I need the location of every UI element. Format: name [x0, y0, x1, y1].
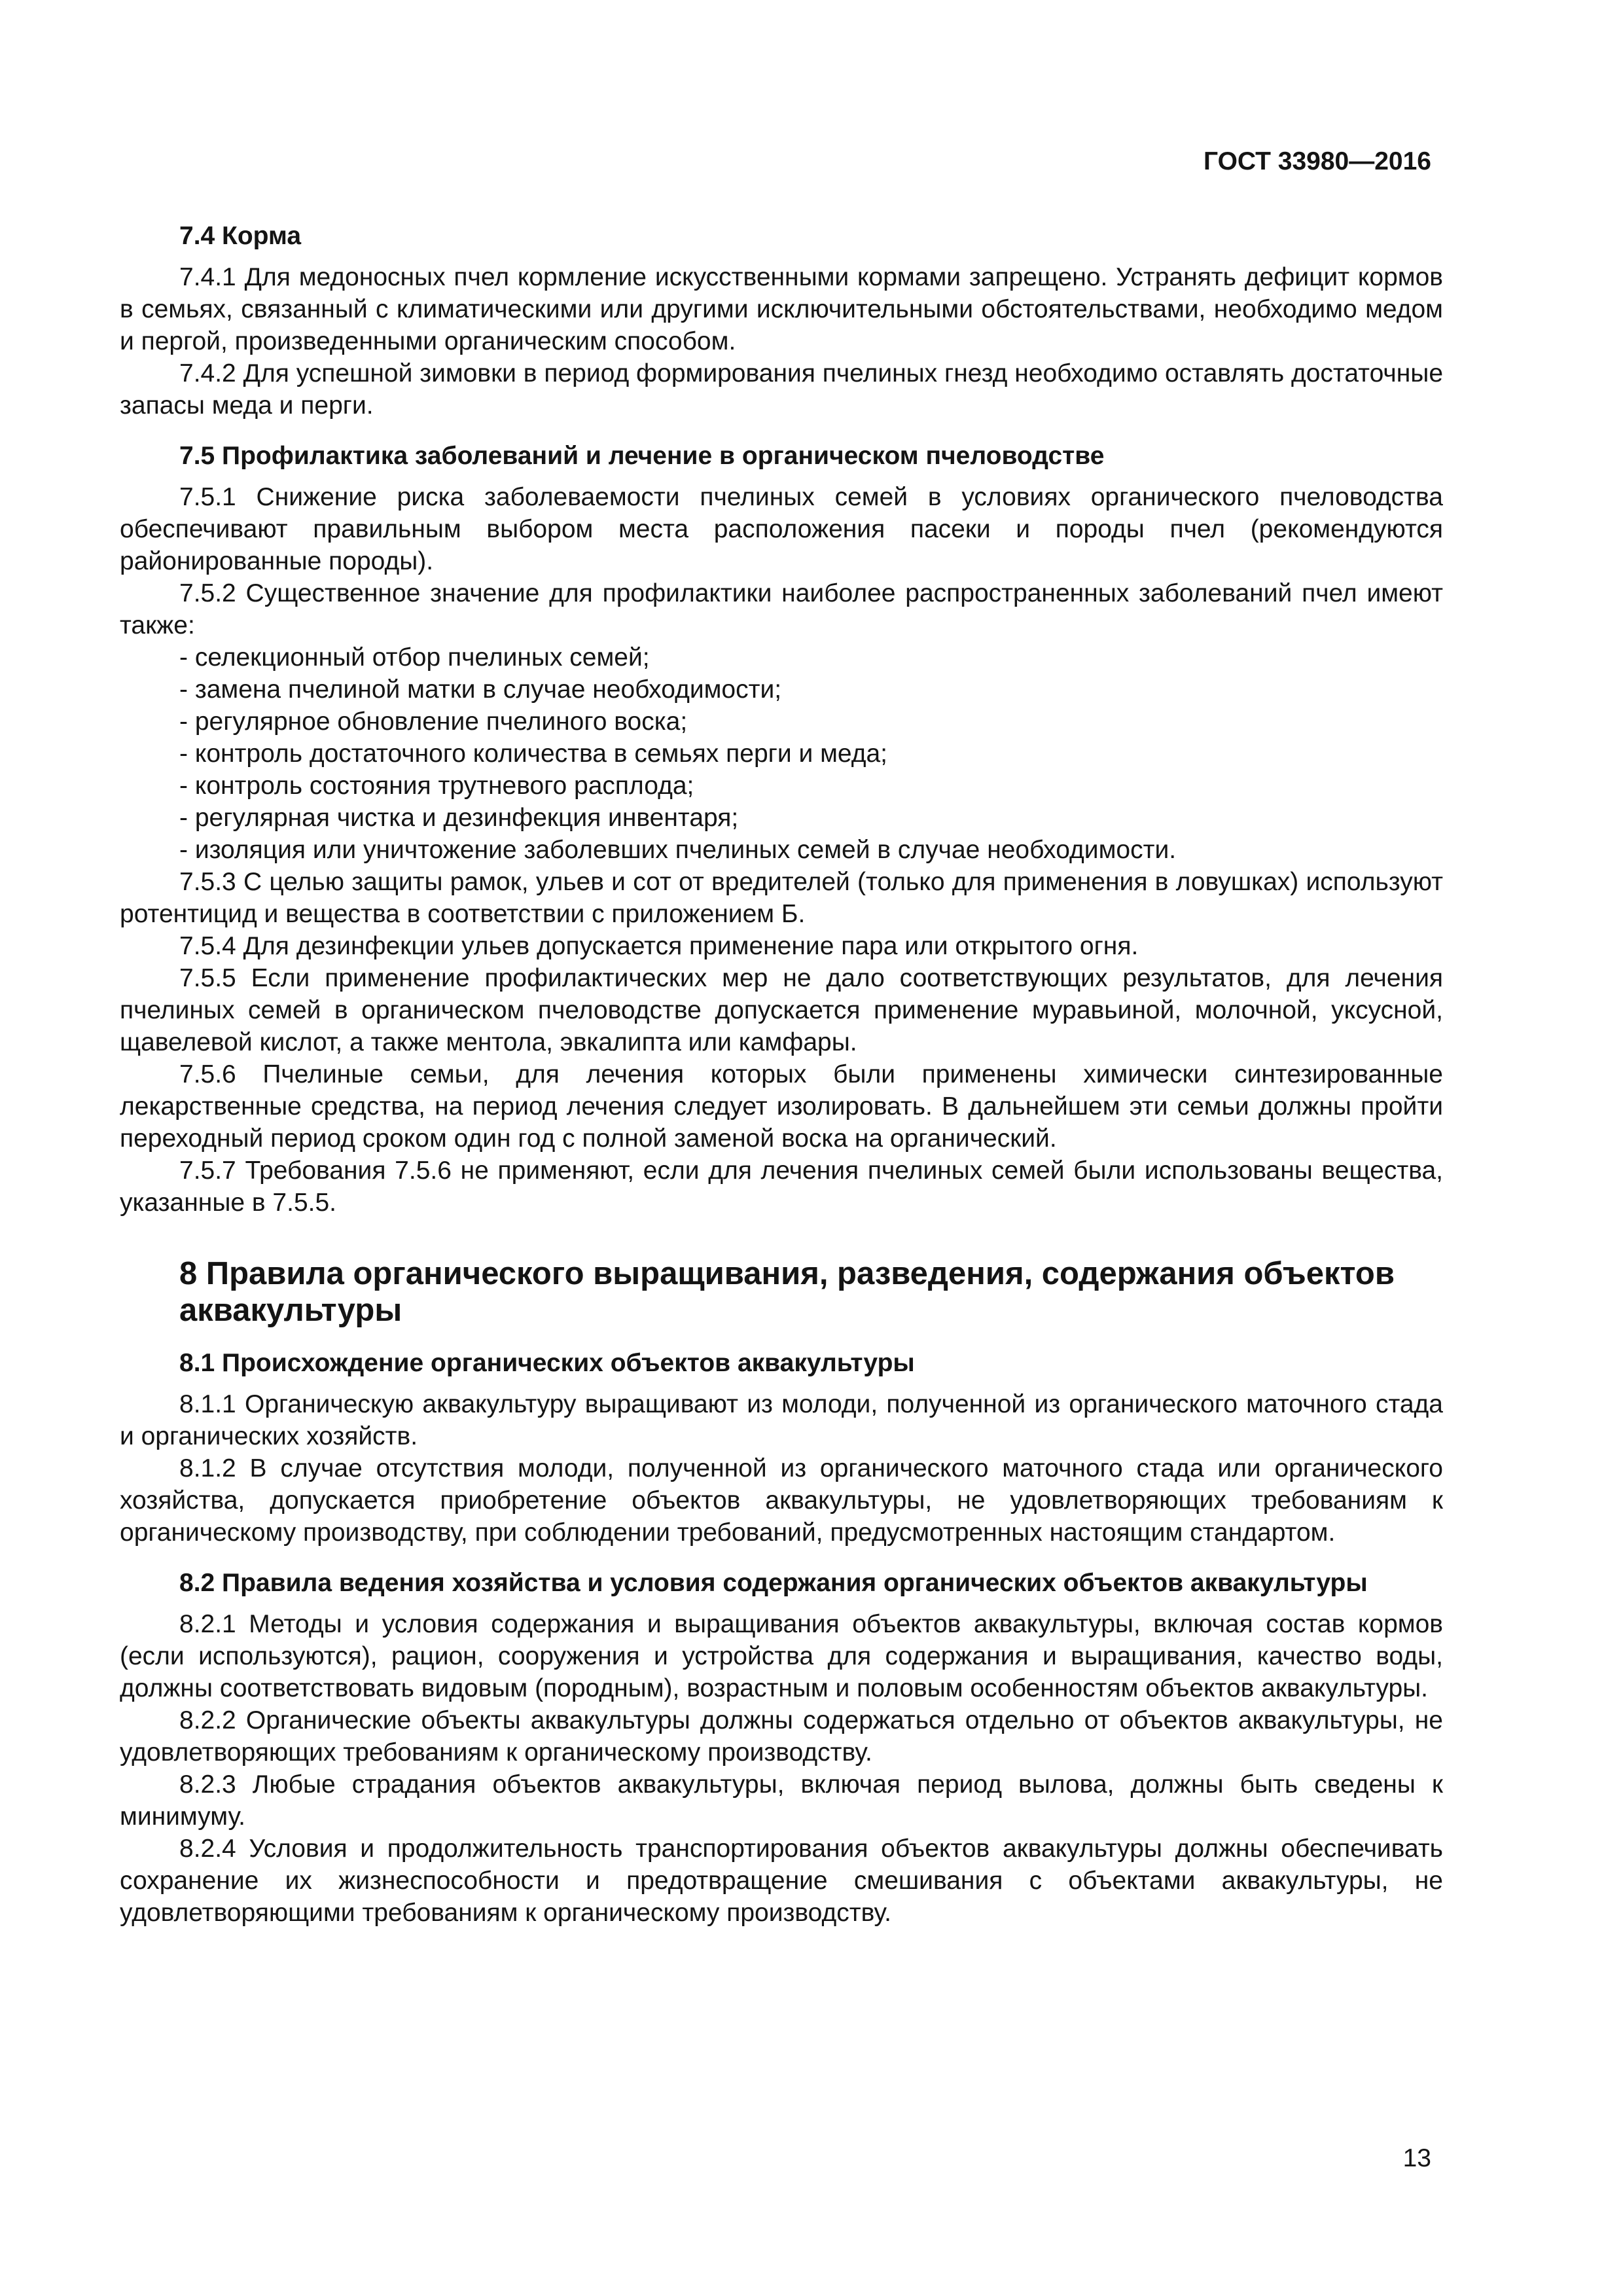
chapter-heading-8: 8 Правила органического выращивания, разведения, содержания объектов аквакультуры	[179, 1256, 1395, 1328]
clause-7-4-1: 7.4.1 Для медоносных пчел кормление искусственными кормами запрещено. Устранять дефицит кормов в семьях, связанный с климатическими или другими исключительными обстоятельствами, необходимо медом и пергой, произведенными органическим способом.	[120, 263, 1443, 355]
list-item: - регулярное обновление пчелиного воска;	[179, 708, 688, 736]
section-heading-8-1: 8.1 Происхождение органических объектов аквакультуры	[179, 1349, 915, 1377]
page-number: 13	[1402, 2144, 1431, 2172]
clause-8-2-2: 8.2.2 Органические объекты аквакультуры должны содержаться отдельно от объектов аквакультуры, не удовлетворяющих требованиям к органическому производству.	[120, 1706, 1443, 1767]
clause-7-5-2: 7.5.2 Существенное значение для профилактики наиболее распространенных заболеваний пчел имеют также:	[120, 579, 1443, 639]
page-content	[120, 220, 1443, 1929]
list-item: - контроль состояния трутневого расплода;	[179, 772, 694, 800]
section-heading-8-2: 8.2 Правила ведения хозяйства и условия содержания органических объектов аквакультуры	[179, 1569, 1368, 1597]
clause-8-2-4: 8.2.4 Условия и продолжительность транспортирования объектов аквакультуры должны обеспечивать сохранение их жизнеспособности и предотвращение смешивания с объектами аквакультуры, не удовлетворяющими требованиям к органическому производству.	[120, 1835, 1443, 1927]
clause-8-2-1: 8.2.1 Методы и условия содержания и выращивания объектов аквакультуры, включая состав кормов (если используются), рацион, сооружения и устройства для содержания и выращивания, качество воды, должны соответствовать видовым (породным), возрастным и половым особенностям объектов аквакультуры.	[120, 1610, 1443, 1702]
clause-7-4-2: 7.4.2 Для успешной зимовки в период формирования пчелиных гнезд необходимо оставлять достаточные запасы меда и перги.	[120, 359, 1444, 420]
section-heading-7-4: 7.4 Корма	[179, 222, 302, 250]
list-item: - контроль достаточного количества в семьях перги и меда;	[179, 740, 888, 768]
clause-7-5-1: 7.5.1 Снижение риска заболеваемости пчелиных семей в условиях органического пчеловодства обеспечивают правильным выбором места расположения пасеки и породы пчел (рекомендуются районированные породы).	[120, 483, 1443, 575]
clause-7-5-5: 7.5.5 Если применение профилактических мер не дало соответствующих результатов, для лечения пчелиных семей в органическом пчеловодстве допускается применение муравьиной, молочной, уксусной, щавелевой кислот, а также ментола, эвкалипта или камфары.	[120, 964, 1443, 1056]
clause-7-5-6: 7.5.6 Пчелиные семьи, для лечения которых были применены химически синтезированные лекарственные средства, на период лечения следует изолировать. В дальнейшем эти семьи должны пройти переходный период сроком один год с полной заменой воска на органический.	[120, 1060, 1443, 1153]
clause-8-1-1: 8.1.1 Органическую аквакультуру выращивают из молоди, полученной из органического маточного стада и органических хозяйств.	[120, 1390, 1443, 1450]
section-heading-7-5: 7.5 Профилактика заболеваний и лечение в органическом пчеловодстве	[179, 442, 1105, 470]
clause-8-1-2: 8.1.2 В случае отсутствия молоди, полученной из органического маточного стада или органического хозяйства, допускается приобретение объектов аквакультуры, не удовлетворяющих требованиям к органическому производству, при соблюдении требований, предусмотренных настоящим стандартом.	[120, 1454, 1443, 1547]
list-item: - селекционный отбор пчелиных семей;	[179, 643, 650, 672]
clause-8-2-3: 8.2.3 Любые страдания объектов аквакультуры, включая период вылова, должны быть сведены к минимуму.	[120, 1770, 1443, 1831]
list-item: - изоляция или уничтожение заболевших пчелиных семей в случае необходимости.	[179, 836, 1177, 864]
list-item: - регулярная чистка и дезинфекция инвентаря;	[179, 804, 739, 832]
list-item: - замена пчелиной матки в случае необходимости;	[179, 675, 782, 704]
clause-7-5-4: 7.5.4 Для дезинфекции ульев допускается применение пара или открытого огня.	[179, 932, 1139, 960]
standard-code: ГОСТ 33980—2016	[1204, 147, 1431, 175]
clause-7-5-3: 7.5.3 С целью защиты рамок, ульев и сот от вредителей (только для применения в ловушках) используют ротентицид и вещества в соответствии с приложением Б.	[120, 868, 1443, 928]
clause-7-5-7: 7.5.7 Требования 7.5.6 не применяют, если для лечения пчелиных семей были использованы вещества, указанные в 7.5.5.	[120, 1157, 1443, 1217]
